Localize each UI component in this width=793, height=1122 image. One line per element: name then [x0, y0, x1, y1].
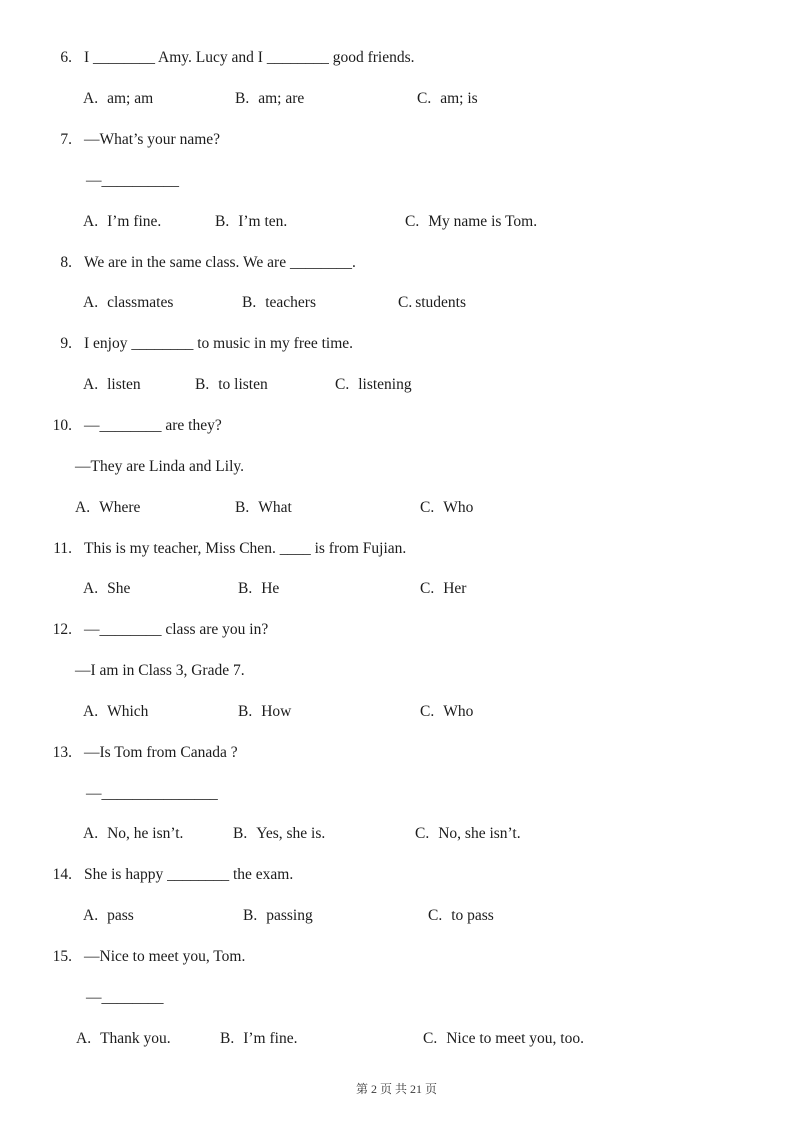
option-text: Nice to meet you, too.	[446, 1029, 584, 1047]
option-c	[428, 907, 494, 925]
option-text: Where	[99, 498, 141, 516]
option-text: pass	[107, 907, 134, 925]
question-block	[0, 937, 793, 1060]
options-row	[0, 487, 793, 528]
option-label: B.	[235, 498, 250, 516]
option-label: B.	[243, 907, 258, 925]
option-text: I’m ten.	[238, 212, 288, 230]
option-a	[83, 90, 153, 108]
option-c	[420, 580, 466, 598]
option-label: B.	[220, 1029, 235, 1047]
option-label: C.	[420, 702, 435, 720]
options-row	[0, 365, 793, 406]
option-text: listening	[358, 376, 412, 394]
option-label: B.	[195, 376, 210, 394]
option-a	[83, 213, 161, 231]
option-label: A.	[83, 376, 99, 394]
question-number: 9.	[60, 335, 72, 353]
question-block	[0, 732, 793, 855]
options-row	[0, 896, 793, 937]
option-label: A.	[83, 825, 99, 843]
option-text: Which	[107, 702, 149, 720]
options-row	[0, 692, 793, 733]
option-label: A.	[83, 702, 99, 720]
question-text: This is my teacher, Miss Chen. ____ is from Fujian.	[84, 539, 407, 557]
option-label: C.	[405, 212, 420, 230]
page-footer: 第 2 页 共 21 页	[355, 1082, 437, 1096]
question-line	[0, 528, 793, 569]
question-number: 13.	[52, 743, 72, 761]
option-a	[83, 580, 130, 598]
question-block	[0, 855, 793, 937]
question-text: —________ are they?	[84, 417, 222, 435]
option-label: A.	[83, 212, 99, 230]
reply-text: —__________	[86, 171, 179, 189]
option-text: Who	[443, 702, 474, 720]
option-text: No, she isn’t.	[438, 825, 521, 843]
option-label: A.	[83, 90, 99, 108]
question-line	[0, 120, 793, 161]
question-number: 8.	[60, 253, 72, 271]
option-text: to pass	[451, 907, 494, 925]
question-block	[0, 120, 793, 243]
option-c	[335, 376, 412, 394]
option-text: Who	[443, 498, 474, 516]
options-row	[0, 569, 793, 610]
option-label: B.	[215, 212, 230, 230]
options-row	[0, 79, 793, 120]
option-label: B.	[238, 702, 253, 720]
option-b	[243, 907, 313, 925]
question-line	[0, 610, 793, 651]
option-label: A.	[76, 1029, 92, 1047]
question-text: I ________ Amy. Lucy and I ________ good friends.	[84, 49, 415, 67]
option-text: am; am	[107, 90, 154, 108]
reply-line	[0, 977, 793, 1018]
option-c	[405, 213, 537, 231]
question-line	[0, 324, 793, 365]
question-block	[0, 406, 793, 529]
reply-text: —I am in Class 3, Grade 7.	[75, 662, 245, 680]
option-text: passing	[266, 907, 313, 925]
options-row	[0, 1018, 793, 1059]
question-text: We are in the same class. We are ________.	[84, 253, 356, 271]
option-b	[238, 580, 279, 598]
option-a	[83, 825, 183, 843]
option-a	[83, 294, 173, 312]
option-label: B.	[235, 90, 250, 108]
option-text: listen	[107, 376, 141, 394]
question-number: 6.	[60, 49, 72, 67]
question-line	[0, 406, 793, 447]
option-label: A.	[83, 907, 99, 925]
option-c	[420, 703, 473, 721]
option-a	[76, 1030, 171, 1048]
reply-text: —________	[86, 988, 164, 1006]
option-text: teachers	[265, 294, 316, 312]
question-text: —Is Tom from Canada ?	[84, 743, 238, 761]
question-block	[0, 324, 793, 406]
option-text: to listen	[218, 376, 268, 394]
question-number: 14.	[52, 866, 72, 884]
question-line	[0, 855, 793, 896]
option-b	[195, 376, 268, 394]
option-c	[417, 90, 478, 108]
question-line	[0, 242, 793, 283]
option-text: No, he isn’t.	[107, 825, 184, 843]
option-a	[75, 499, 140, 517]
question-block	[0, 38, 793, 120]
option-label: B.	[233, 825, 248, 843]
reply-line	[0, 446, 793, 487]
reply-line	[0, 651, 793, 692]
option-b	[238, 703, 291, 721]
question-number: 10.	[52, 417, 72, 435]
question-text: —Nice to meet you, Tom.	[84, 947, 246, 965]
reply-text: —_______________	[86, 784, 218, 802]
options-row	[0, 201, 793, 242]
question-number: 15.	[52, 947, 72, 965]
question-line	[0, 38, 793, 79]
question-text: —What’s your name?	[84, 131, 221, 149]
option-text: Thank you.	[100, 1029, 171, 1047]
questions-list	[0, 38, 793, 1059]
question-block	[0, 610, 793, 733]
option-text: She	[107, 580, 131, 598]
option-text: Yes, she is.	[256, 825, 326, 843]
option-a	[83, 703, 148, 721]
option-b	[242, 294, 316, 312]
option-text: I’m fine.	[243, 1029, 298, 1047]
option-a	[83, 907, 134, 925]
option-text: classmates	[107, 294, 174, 312]
question-block	[0, 242, 793, 324]
option-label: C.	[335, 376, 350, 394]
option-text: My name is Tom.	[428, 212, 538, 230]
option-a	[83, 376, 141, 394]
question-block	[0, 528, 793, 610]
option-c	[420, 499, 473, 517]
option-text: am; are	[258, 90, 305, 108]
option-text: He	[261, 580, 280, 598]
option-label: B.	[242, 294, 257, 312]
options-row	[0, 283, 793, 324]
option-b	[233, 825, 325, 843]
option-c	[398, 294, 466, 312]
option-label: A.	[83, 580, 99, 598]
option-c	[423, 1030, 584, 1048]
option-text: students	[415, 294, 467, 312]
option-c	[415, 825, 521, 843]
question-line	[0, 732, 793, 773]
option-label: C.	[420, 580, 435, 598]
reply-line	[0, 773, 793, 814]
question-text: I enjoy ________ to music in my free time.	[84, 335, 354, 353]
option-label: C.	[428, 907, 443, 925]
option-label: A.	[75, 498, 91, 516]
question-number: 7.	[60, 131, 72, 149]
option-b	[220, 1030, 297, 1048]
question-line	[0, 937, 793, 978]
option-label: C.	[420, 498, 435, 516]
option-text: I’m fine.	[107, 212, 162, 230]
question-number: 11.	[53, 539, 72, 557]
reply-text: —They are Linda and Lily.	[75, 457, 245, 475]
option-text: What	[258, 498, 292, 516]
option-b	[215, 213, 287, 231]
option-label: C.	[417, 90, 432, 108]
option-text: am; is	[440, 90, 478, 108]
option-label: C.	[423, 1029, 438, 1047]
question-number: 12.	[52, 621, 72, 639]
option-label: B.	[238, 580, 253, 598]
option-label: A.	[83, 294, 99, 312]
options-row	[0, 814, 793, 855]
question-text: She is happy ________ the exam.	[84, 866, 294, 884]
option-b	[235, 90, 304, 108]
option-text: Her	[443, 580, 467, 598]
option-label: C.	[415, 825, 430, 843]
question-text: —________ class are you in?	[84, 621, 269, 639]
reply-line	[0, 161, 793, 202]
option-text: How	[261, 702, 292, 720]
option-b	[235, 499, 292, 517]
option-label: C.	[398, 294, 413, 312]
